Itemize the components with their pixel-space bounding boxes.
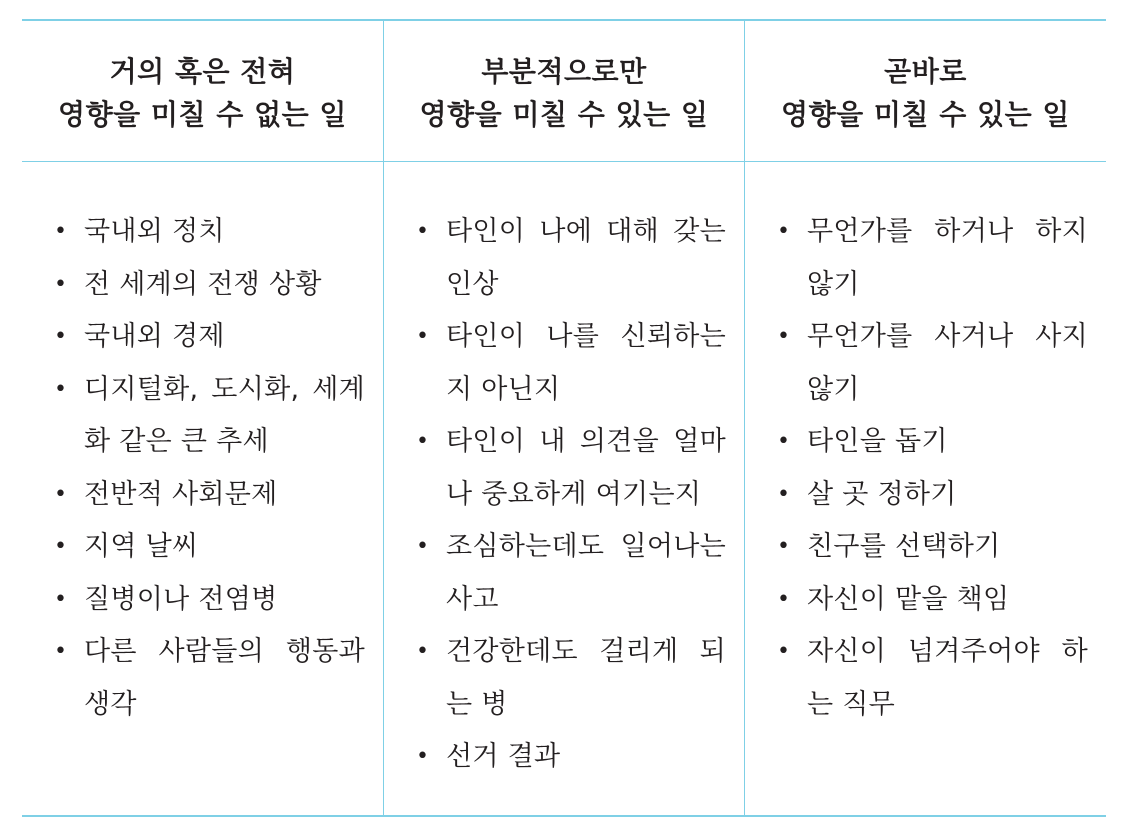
column-header [22,21,383,162]
list-item [22,364,383,469]
bullet-icon: • [54,271,68,297]
list-item [384,521,744,626]
column-header-line-2: 영향을 미칠 수 있는 일 [419,98,709,131]
list-item-text: 친구를 선택하기 [807,531,1001,562]
bullet-icon: • [777,481,791,507]
column-header-line-1: 거의 혹은 전혀 [109,55,296,88]
column-header [384,21,744,162]
list-item-text: 살 곳 정하기 [807,478,957,510]
bullet-icon: • [416,219,430,244]
list-item [745,521,1106,574]
list-item [745,206,1106,311]
bullet-icon: • [416,639,430,664]
list-item-text: 타인이 나에 대해 갖는 인상 [446,216,726,300]
list-item-text: 국내외 정치 [84,216,225,247]
list-item [22,574,383,627]
bullet-icon: • [777,639,791,664]
bullet-icon: • [416,429,430,454]
list-item [384,311,744,416]
list-item [745,469,1106,522]
list-item [745,416,1106,469]
list-item-text: 전 세계의 전쟁 상황 [84,268,322,300]
list-item-text: 조심하는데도 일어나는 사고 [446,531,726,615]
list-item-text: 질병이나 전염병 [84,583,278,615]
list-item [22,259,383,312]
bullet-icon: • [54,376,68,402]
list-item-text: 무언가를 사거나 사지 않기 [807,321,1088,405]
item-list [384,162,744,784]
bullet-icon: • [54,586,68,612]
list-item-text: 타인을 돕기 [807,426,948,457]
list-item-text: 타인이 내 의견을 얼마나 중요하게 여기는지 [446,426,726,510]
list-item [22,521,383,574]
list-item-text: 디지털화, 도시화, 세계화 같은 큰 추세 [84,373,365,457]
bullet-icon: • [416,534,430,559]
list-item-text: 자신이 넘겨주어야 하는 직무 [807,636,1088,720]
list-item [22,626,383,731]
list-item [22,469,383,522]
list-item-text: 자신이 맡을 책임 [807,583,1010,615]
list-item [745,626,1106,731]
bullet-icon: • [54,324,68,349]
bullet-icon: • [777,219,791,244]
column-header-line-1: 부분적으로만 [481,55,647,88]
column-direct-influence [744,21,1106,815]
item-list [22,162,383,731]
bullet-icon: • [54,639,68,664]
column-header-line-2: 영향을 미칠 수 없는 일 [58,98,347,131]
column-partial-influence [383,21,744,815]
bullet-icon: • [777,324,791,349]
list-item-text: 무언가를 하거나 하지 않기 [807,216,1088,300]
list-item [745,311,1106,416]
list-item-text: 지역 날씨 [84,531,199,562]
list-item [22,311,383,364]
column-header-line-1: 곧바로 [884,55,967,88]
list-item-text: 건강한데도 걸리게 되는 병 [446,636,726,720]
bullet-icon: • [777,534,791,559]
bullet-icon: • [777,429,791,454]
list-item [384,731,744,784]
list-item-text: 타인이 나를 신뢰하는지 아닌지 [446,321,726,405]
list-item [745,574,1106,627]
bullet-icon: • [54,219,68,244]
list-item-text: 전반적 사회문제 [84,478,278,510]
bullet-icon: • [54,534,68,559]
list-item-text: 선거 결과 [446,741,561,772]
comparison-table [22,19,1106,817]
list-item [384,416,744,521]
item-list [745,162,1106,731]
bullet-icon: • [416,744,430,769]
list-item [384,626,744,731]
column-no-influence [22,21,383,815]
list-item [384,206,744,311]
list-item [22,206,383,259]
bullet-icon: • [777,586,791,612]
list-item-text: 다른 사람들의 행동과 생각 [84,636,365,720]
column-header-line-2: 영향을 미칠 수 있는 일 [781,98,1070,131]
bullet-icon: • [416,324,430,349]
bullet-icon: • [54,481,68,507]
list-item-text: 국내외 경제 [84,321,225,352]
column-header [745,21,1106,162]
